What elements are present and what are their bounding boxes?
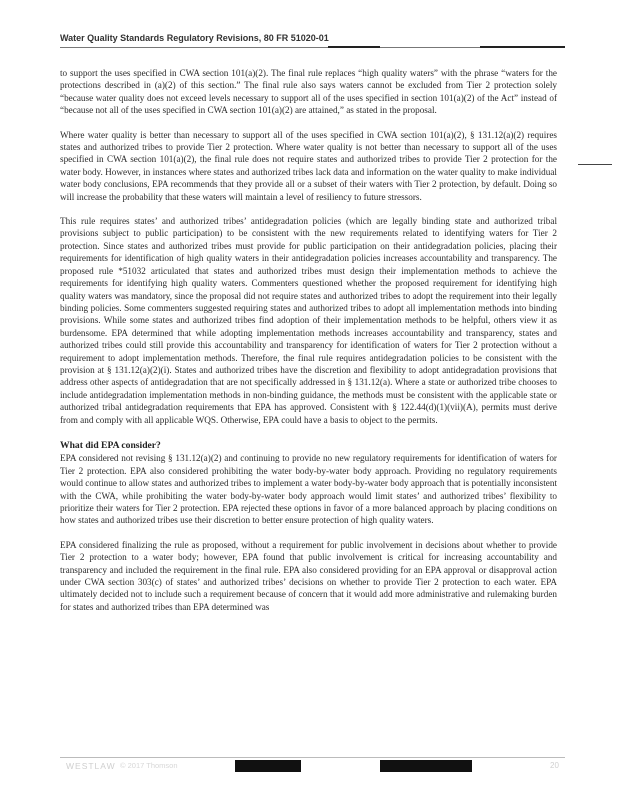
paragraph: to support the uses specified in CWA section 101(a)(2). The final rule replaces “high quality waters” with the phrase “waters for the protections described in (a)(2) of this section.” The final rule also says waters cannot be excluded from Tier 2 protection solely “because water quality does not exceed levels necessary to support all of the uses specified in section 101(a)(2) of the Act” instead of “because not all of the uses specified in CWA section 101(a)(2) are attained,” as stated in the proposal. — [60, 68, 557, 116]
footer-rule — [60, 757, 565, 758]
section-heading: What did EPA consider? — [60, 439, 161, 451]
header-rule-accent — [328, 46, 380, 48]
document-title: Water Quality Standards Regulatory Revisions, 80 FR 51020-01 — [60, 33, 329, 43]
paragraph: Where water quality is better than necessary to support all of the uses specified in CWA section 101(a)(2), § 131.12(a)(2) requires states and authorized tribes to provide Tier 2 protection. Where water quality is not better than necessary to support all of the uses specified in CWA section 101(a)(2), the final rule does not require states and authorized tribes to provide Tier 2 protection for the water body. However, in instances where states and authorized tribes lack data and information on the water quality to make individual water body conclusions, EPA recommends that they provide all or a subset of their waters with Tier 2 protection, by default. Doing so will increase the probability that these waters will maintain a level of resiliency to future stressors. — [60, 129, 557, 202]
redaction-bar — [235, 760, 301, 772]
footer-copyright: © 2017 Thomson — [120, 761, 178, 770]
paragraph: This rule requires states’ and authorized tribes’ antidegradation policies (which are legally binding state and authorized tribal provisions subject to public participation) to be consistent with the new requirements related to identifying waters for Tier 2 protection. Since states and authorized tribes must provide for public participation on their antidegradation policies, placing their requirements for identification of high quality waters in their antidegradation policies increases accountability and transparency. The proposed rule *51032 articulated that states and authorized tribes must design their implementation methods to achieve the requirements for identifying high quality waters. Commenters questioned whether the proposed requirement for identifying high quality waters was mandatory, since the proposal did not require states and authorized tribes to adopt the requirement into their legally binding policies. Some commenters suggested requiring states and authorized tribes to adopt all implementation methods into binding provisions. While some states and authorized tribes find adoption of their implementation methods to be helpful, others view it as burdensome. EPA determined that while adopting implementation methods increases accountability and transparency, states and authorized tribes could still provide this accountability and transparency for identification of waters for Tier 2 protection without a requirement to adopt implementation methods. Therefore, the final rule requires antidegradation policies to be consistent with the provision at § 131.12(a)(2)(i). States and authorized tribes have the discretion and flexibility to adopt antidegradation provisions that address other aspects of antidegradation that are not specifically addressed in § 131.12(a). Where a state or authorized tribe chooses to include antidegradation implementation methods in non-binding guidance, the methods must be consistent with the applicable state or authorized tribal antidegradation requirements that EPA has approved. Consistent with § 122.44(d)(1)(vii)(A), permits must derive from and comply with all applicable WQS. Otherwise, EPA could have a basis to object to the permits. — [60, 216, 557, 425]
footer-brand: WESTLAW — [66, 761, 116, 771]
header-rule-accent — [480, 46, 565, 48]
redaction-bar — [380, 760, 472, 772]
document-body — [60, 67, 557, 625]
page-header — [60, 33, 590, 49]
page-footer — [60, 757, 565, 773]
margin-mark — [578, 164, 612, 165]
paragraph: EPA considered not revising § 131.12(a)(2) and continuing to provide no new regulatory requirements for identification of waters for Tier 2 protection. EPA also considered prohibiting the water body-by-water body approach. Providing no regulatory requirements would continue to allow states and authorized tribes to implement a water body-by-water body approach that is potentially inconsistent with the CWA, while prohibiting the water body-by-water body approach would limit states’ and authorized tribes’ flexibility to prioritize their waters for Tier 2 protection. EPA rejected these options in favor of a more balanced approach by placing conditions on how states and authorized tribes use their discretion to better ensure protection of high quality waters. — [60, 453, 557, 526]
paragraph: EPA considered finalizing the rule as proposed, without a requirement for public involvement in decisions about whether to provide Tier 2 protection to a water body; however, EPA found that public involvement is critical for increasing accountability and transparency and included the requirement in the final rule. EPA also considered providing for an EPA approval or disapproval action under CWA section 303(c) of states’ and authorized tribes’ decisions on whether to provide Tier 2 protection to each water. EPA ultimately decided not to include such a requirement because of concern that it would add more administrative and rulemaking burden for states and authorized tribes than EPA determined was — [60, 539, 557, 612]
page-number: 20 — [550, 761, 559, 770]
